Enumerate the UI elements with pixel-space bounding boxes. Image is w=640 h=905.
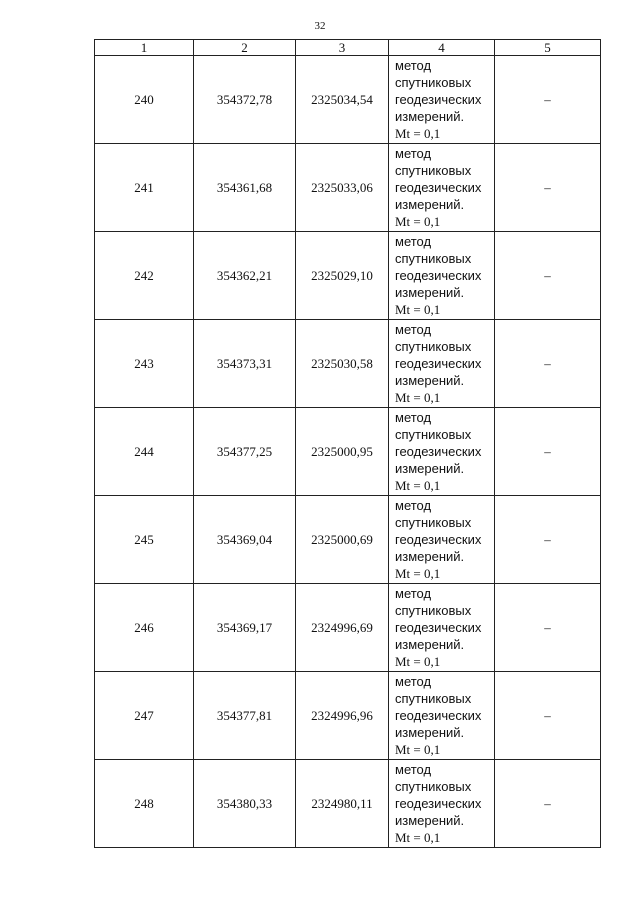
method-text: метод спутниковых геодезических измерений. — [395, 233, 482, 301]
cell-x: 354369,17 — [194, 584, 296, 672]
cell-note — [495, 144, 601, 232]
header-col-2: 2 — [194, 40, 296, 56]
cell-y: 2325033,06 — [296, 144, 389, 232]
table-row — [95, 320, 601, 408]
cell-point: 240 — [95, 56, 194, 144]
cell-y: 2324996,96 — [296, 672, 389, 760]
precision-text: Mt = 0,1 — [395, 654, 441, 670]
cell-note — [495, 232, 601, 320]
cell-note — [495, 672, 601, 760]
method-text: метод спутниковых геодезических измерений. — [395, 585, 482, 653]
cell-x: 354380,33 — [194, 760, 296, 848]
table-header — [95, 40, 601, 56]
cell-point: 247 — [95, 672, 194, 760]
cell-y: 2325029,10 — [296, 232, 389, 320]
cell-y: 2325030,58 — [296, 320, 389, 408]
cell-y: 2324980,11 — [296, 760, 389, 848]
method-text: метод спутниковых геодезических измерений. — [395, 673, 482, 741]
cell-method — [389, 672, 495, 760]
method-text: метод спутниковых геодезических измерений. — [395, 321, 482, 389]
cell-x: 354377,25 — [194, 408, 296, 496]
cell-x: 354361,68 — [194, 144, 296, 232]
dash-mark: – — [544, 91, 551, 107]
method-text: метод спутниковых геодезических измерений. — [395, 497, 482, 565]
precision-text: Mt = 0,1 — [395, 126, 441, 142]
header-col-4: 4 — [389, 40, 495, 56]
method-text: метод спутниковых геодезических измерений. — [395, 409, 482, 477]
table-row — [95, 144, 601, 232]
header-col-1: 1 — [95, 40, 194, 56]
precision-text: Mt = 0,1 — [395, 478, 441, 494]
table-row — [95, 672, 601, 760]
cell-note — [495, 320, 601, 408]
cell-x: 354372,78 — [194, 56, 296, 144]
cell-method — [389, 320, 495, 408]
cell-point: 242 — [95, 232, 194, 320]
cell-method — [389, 760, 495, 848]
precision-text: Mt = 0,1 — [395, 830, 441, 846]
method-text: метод спутниковых геодезических измерений. — [395, 57, 482, 125]
coordinates-table — [94, 39, 601, 848]
cell-method — [389, 496, 495, 584]
cell-note — [495, 584, 601, 672]
dash-mark: – — [544, 179, 551, 195]
cell-method — [389, 56, 495, 144]
precision-text: Mt = 0,1 — [395, 214, 441, 230]
header-col-5: 5 — [495, 40, 601, 56]
dash-mark: – — [544, 531, 551, 547]
cell-method — [389, 408, 495, 496]
cell-x: 354362,21 — [194, 232, 296, 320]
dash-mark: – — [544, 707, 551, 723]
table-row — [95, 408, 601, 496]
cell-y: 2325000,95 — [296, 408, 389, 496]
precision-text: Mt = 0,1 — [395, 742, 441, 758]
cell-note — [495, 760, 601, 848]
cell-point: 245 — [95, 496, 194, 584]
dash-mark: – — [544, 355, 551, 371]
table-row — [95, 760, 601, 848]
table-row — [95, 584, 601, 672]
dash-mark: – — [544, 795, 551, 811]
cell-x: 354369,04 — [194, 496, 296, 584]
header-row — [95, 40, 601, 56]
precision-text: Mt = 0,1 — [395, 302, 441, 318]
precision-text: Mt = 0,1 — [395, 566, 441, 582]
cell-x: 354373,31 — [194, 320, 296, 408]
page-number: 32 — [314, 20, 326, 32]
cell-point: 246 — [95, 584, 194, 672]
cell-note — [495, 408, 601, 496]
cell-y: 2325000,69 — [296, 496, 389, 584]
table-row — [95, 496, 601, 584]
header-col-3: 3 — [296, 40, 389, 56]
cell-point: 241 — [95, 144, 194, 232]
table-row — [95, 232, 601, 320]
cell-method — [389, 232, 495, 320]
cell-point: 243 — [95, 320, 194, 408]
cell-note — [495, 496, 601, 584]
method-text: метод спутниковых геодезических измерений. — [395, 761, 482, 829]
method-text: метод спутниковых геодезических измерений. — [395, 145, 482, 213]
cell-y: 2324996,69 — [296, 584, 389, 672]
dash-mark: – — [544, 619, 551, 635]
cell-x: 354377,81 — [194, 672, 296, 760]
cell-method — [389, 144, 495, 232]
dash-mark: – — [544, 443, 551, 459]
cell-method — [389, 584, 495, 672]
dash-mark: – — [544, 267, 551, 283]
precision-text: Mt = 0,1 — [395, 390, 441, 406]
cell-point: 248 — [95, 760, 194, 848]
cell-note — [495, 56, 601, 144]
cell-point: 244 — [95, 408, 194, 496]
cell-y: 2325034,54 — [296, 56, 389, 144]
table-row — [95, 56, 601, 144]
table-body — [95, 56, 601, 848]
